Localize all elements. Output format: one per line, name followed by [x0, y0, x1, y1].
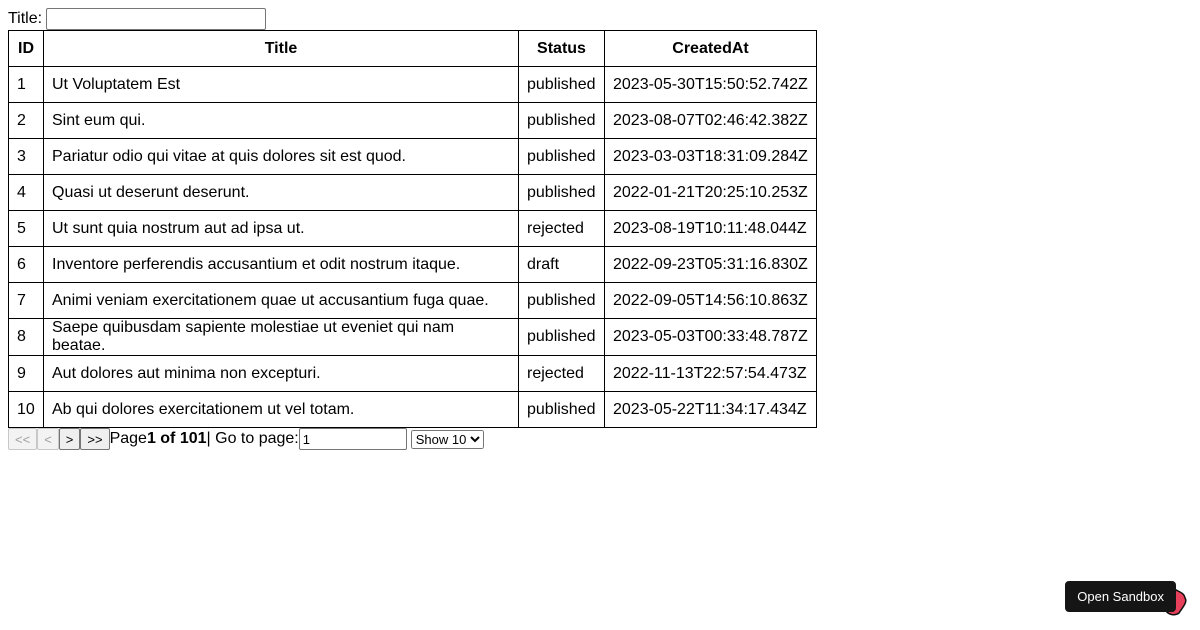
cell-title: Ut sunt quia nostrum aut ad ipsa ut.	[44, 211, 519, 247]
cell-created-at: 2022-09-05T14:56:10.863Z	[605, 283, 817, 319]
header-status: Status	[519, 31, 605, 67]
cell-created-at: 2022-11-13T22:57:54.473Z	[605, 356, 817, 392]
cell-title: Inventore perferendis accusantium et odit nostrum itaque.	[44, 247, 519, 283]
cell-id: 3	[9, 139, 44, 175]
cell-id: 1	[9, 67, 44, 103]
cell-id: 7	[9, 283, 44, 319]
table-row	[9, 211, 817, 247]
table-row	[9, 356, 817, 392]
table-row	[9, 103, 817, 139]
posts-table	[8, 30, 817, 428]
cell-created-at: 2022-09-23T05:31:16.830Z	[605, 247, 817, 283]
cell-status: published	[519, 283, 605, 319]
header-row	[9, 31, 817, 67]
header-created-at: CreatedAt	[605, 31, 817, 67]
table-row	[9, 392, 817, 428]
cell-title: Ut Voluptatem Est	[44, 67, 519, 103]
goto-page-input[interactable]	[299, 428, 407, 450]
cell-title: Pariatur odio qui vitae at quis dolores sit est quod.	[44, 139, 519, 175]
cell-status: published	[519, 67, 605, 103]
cell-created-at: 2023-05-22T11:34:17.434Z	[605, 392, 817, 428]
pagination	[8, 428, 1192, 450]
cell-created-at: 2023-08-19T10:11:48.044Z	[605, 211, 817, 247]
table-row	[9, 139, 817, 175]
cell-status: published	[519, 103, 605, 139]
cell-created-at: 2023-03-03T18:31:09.284Z	[605, 139, 817, 175]
header-id: ID	[9, 31, 44, 67]
cell-status: rejected	[519, 356, 605, 392]
cell-id: 8	[9, 319, 44, 356]
prev-page-button[interactable]: <	[37, 428, 59, 450]
cell-title: Animi veniam exercitationem quae ut accusantium fuga quae.	[44, 283, 519, 319]
cell-created-at: 2023-08-07T02:46:42.382Z	[605, 103, 817, 139]
page-size-select[interactable]	[411, 430, 484, 449]
cell-created-at: 2023-05-03T00:33:48.787Z	[605, 319, 817, 356]
header-title: Title	[44, 31, 519, 67]
cell-title: Ab qui dolores exercitationem ut vel totam.	[44, 392, 519, 428]
cell-status: published	[519, 139, 605, 175]
goto-label: | Go to page:	[206, 430, 299, 447]
cell-title: Saepe quibusdam sapiente molestiae ut eveniet qui nam beatae.	[44, 319, 519, 356]
cell-status: rejected	[519, 211, 605, 247]
title-filter	[8, 8, 1192, 30]
table-row	[9, 247, 817, 283]
cell-created-at: 2022-01-21T20:25:10.253Z	[605, 175, 817, 211]
first-page-button[interactable]: <<	[8, 428, 37, 450]
cell-title: Quasi ut deserunt deserunt.	[44, 175, 519, 211]
title-filter-input[interactable]	[46, 8, 266, 30]
table-row	[9, 67, 817, 103]
cell-id: 10	[9, 392, 44, 428]
cell-status: draft	[519, 247, 605, 283]
page-label: Page	[109, 430, 147, 447]
last-page-button[interactable]: >>	[80, 428, 109, 450]
cell-status: published	[519, 392, 605, 428]
table-row	[9, 175, 817, 211]
open-sandbox-button[interactable]: Open Sandbox	[1065, 581, 1176, 612]
page-info: 1 of 101	[146, 430, 207, 447]
cell-created-at: 2023-05-30T15:50:52.742Z	[605, 67, 817, 103]
table-row	[9, 283, 817, 319]
cell-id: 6	[9, 247, 44, 283]
cell-id: 2	[9, 103, 44, 139]
cell-status: published	[519, 175, 605, 211]
table-row	[9, 319, 817, 356]
cell-title: Sint eum qui.	[44, 103, 519, 139]
cell-title: Aut dolores aut minima non excepturi.	[44, 356, 519, 392]
next-page-button[interactable]: >	[59, 428, 81, 450]
cell-id: 9	[9, 356, 44, 392]
title-filter-label: Title:	[8, 10, 43, 27]
cell-id: 4	[9, 175, 44, 211]
cell-id: 5	[9, 211, 44, 247]
cell-status: published	[519, 319, 605, 356]
